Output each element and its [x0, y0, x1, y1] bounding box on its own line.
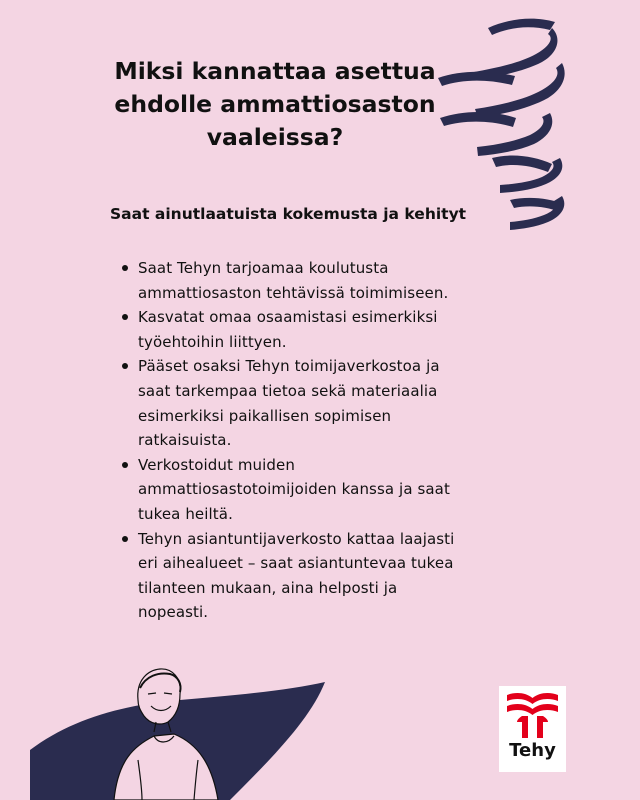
list-item-line: ratkaisuista. — [138, 431, 232, 450]
list-item-line: Verkostoidut muiden — [138, 455, 295, 474]
list-item-line: tukea heiltä. — [138, 504, 233, 523]
list-item — [122, 256, 522, 305]
bullet-dot-icon — [122, 314, 128, 320]
list-item-line: saat tarkempaa tietoa sekä materiaalia — [138, 381, 438, 400]
title-line-3: vaaleissa? — [206, 123, 344, 151]
list-item-line: Saat Tehyn tarjoamaa koulutusta — [138, 259, 389, 277]
list-item-line: tilanteen mukaan, aina helposti ja — [138, 578, 398, 597]
list-item-line: työehtoihin liittyen. — [138, 332, 287, 351]
logo-text: Tehy — [509, 740, 556, 761]
list-item-line: Pääset osaksi Tehyn toimijaverkostoa ja — [138, 357, 440, 376]
list-item-line: esimerkiksi paikallisen sopimisen — [138, 406, 392, 425]
wave-decoration-top — [430, 8, 600, 233]
tehy-logo — [499, 686, 566, 772]
bullet-dot-icon — [122, 536, 128, 542]
list-item-line: nopeasti. — [138, 603, 209, 622]
list-item-line: ammattiosastotoimijoiden kanssa ja saat — [138, 480, 450, 499]
section-subtitle: Saat ainutlaatuista kokemusta ja kehityt — [110, 205, 467, 223]
bullet-dot-icon — [122, 462, 128, 468]
list-item — [122, 354, 522, 452]
list-item — [122, 527, 522, 625]
list-item — [122, 453, 522, 527]
bullet-dot-icon — [122, 363, 128, 369]
title-line-1: Miksi kannattaa asettua — [114, 57, 436, 85]
tehy-logo-mark-icon — [507, 692, 558, 738]
list-item-line: eri aihealueet – saat asiantuntevaa tukea — [138, 554, 454, 573]
bullet-dot-icon — [122, 265, 128, 271]
title-line-2: ehdolle ammattiosaston — [114, 90, 436, 118]
list-item-line: Kasvatat omaa osaamistasi esimerkiksi — [138, 308, 438, 327]
page-title — [95, 55, 455, 154]
list-item — [122, 305, 522, 354]
benefit-list — [122, 256, 522, 625]
wave-with-portrait-illustration — [30, 660, 330, 800]
list-item-line: Tehyn asiantuntijaverkosto kattaa laajasti — [138, 529, 455, 548]
list-item-line: ammattiosaston tehtävissä toimimiseen. — [138, 283, 449, 302]
